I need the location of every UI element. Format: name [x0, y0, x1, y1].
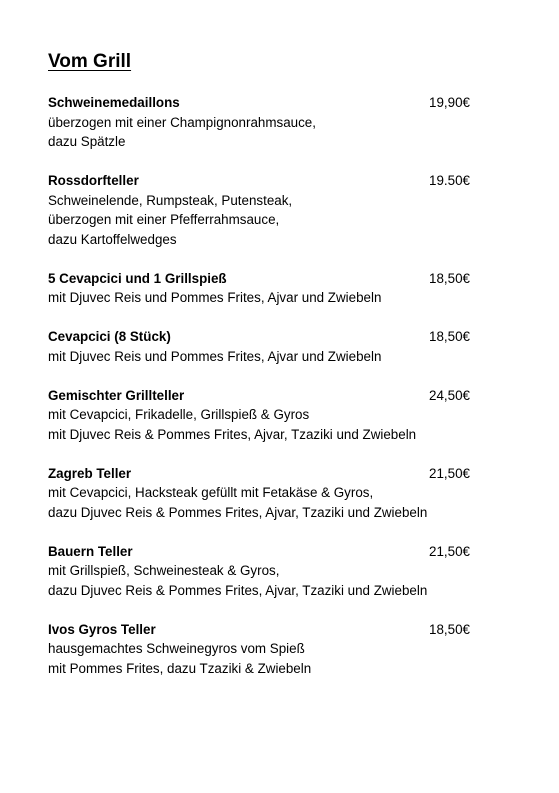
menu-item-header	[48, 386, 478, 406]
menu-item	[48, 327, 478, 366]
menu-item-description-line: mit Djuvec Reis & Pommes Frites, Ajvar, Tzaziki und Zwiebeln	[48, 426, 417, 442]
menu-item-description-line: mit Djuvec Reis und Pommes Frites, Ajvar und Zwiebeln	[48, 290, 382, 305]
menu-item-header	[48, 269, 478, 289]
menu-item-price: 21,50€	[429, 465, 470, 481]
menu-item-header	[48, 620, 478, 640]
menu-item-name: Cevapcici (8 Stück)	[48, 329, 171, 344]
menu-item-price: 19,90€	[429, 95, 470, 110]
menu-item-price: 24,50€	[429, 387, 470, 403]
menu-item-description-line: Schweinelende, Rumpsteak, Putensteak,	[48, 192, 293, 208]
menu-item-description-line: dazu Djuvec Reis & Pommes Frites, Ajvar, Tzaziki und Zwiebeln	[48, 582, 428, 598]
menu-item-header	[48, 327, 478, 347]
menu-item-description-line: hausgemachtes Schweinegyros vom Spieß	[48, 641, 305, 656]
menu-item-description-line: mit Djuvec Reis und Pommes Frites, Ajvar und Zwiebeln	[48, 348, 382, 364]
menu-item	[48, 542, 478, 601]
menu-list	[48, 93, 478, 698]
menu-item-description-line: überzogen mit einer Pfefferrahmsauce,	[48, 212, 280, 227]
menu-item-description-line: mit Grillspieß, Schweinesteak & Gyros,	[48, 563, 280, 578]
menu-item	[48, 386, 478, 445]
menu-item-price: 18,50€	[429, 270, 470, 286]
menu-item-name: Ivos Gyros Teller	[48, 621, 156, 637]
menu-item-header	[48, 171, 478, 191]
menu-item	[48, 93, 478, 152]
menu-item-description-line: überzogen mit einer Champignonrahmsauce,	[48, 114, 316, 130]
menu-item-header	[48, 464, 478, 484]
menu-item-price: 18,50€	[429, 621, 470, 637]
menu-item-price: 18,50€	[429, 329, 470, 344]
menu-item	[48, 171, 478, 249]
menu-item-name: Rossdorfteller	[48, 173, 139, 188]
menu-item	[48, 269, 478, 308]
menu-item-description-line: mit Cevapcici, Frikadelle, Grillspieß & Gyros	[48, 407, 310, 422]
menu-item-price: 19.50€	[429, 173, 470, 188]
menu-item-name: Bauern Teller	[48, 543, 133, 559]
menu-item-description-line: mit Pommes Frites, dazu Tzaziki & Zwiebeln	[48, 660, 312, 676]
menu-item-name: Gemischter Grillteller	[48, 387, 185, 403]
menu-item-description-line: mit Cevapcici, Hacksteak gefüllt mit Fetakäse & Gyros,	[48, 485, 374, 500]
menu-item-header	[48, 93, 478, 113]
menu-item-description-line: dazu Djuvec Reis & Pommes Frites, Ajvar, Tzaziki und Zwiebeln	[48, 504, 428, 520]
menu-item-name: Schweinemedaillons	[48, 95, 180, 110]
section-title: Vom Grill	[48, 51, 132, 72]
menu-item-header	[48, 542, 478, 562]
menu-item-name: 5 Cevapcici und 1 Grillspieß	[48, 270, 227, 286]
menu-item	[48, 620, 478, 679]
menu-item-description-line: dazu Kartoffelwedges	[48, 231, 177, 247]
menu-item-price: 21,50€	[429, 543, 470, 559]
menu-item-description-line: dazu Spätzle	[48, 134, 126, 149]
menu-item	[48, 464, 478, 523]
menu-item-name: Zagreb Teller	[48, 465, 132, 481]
